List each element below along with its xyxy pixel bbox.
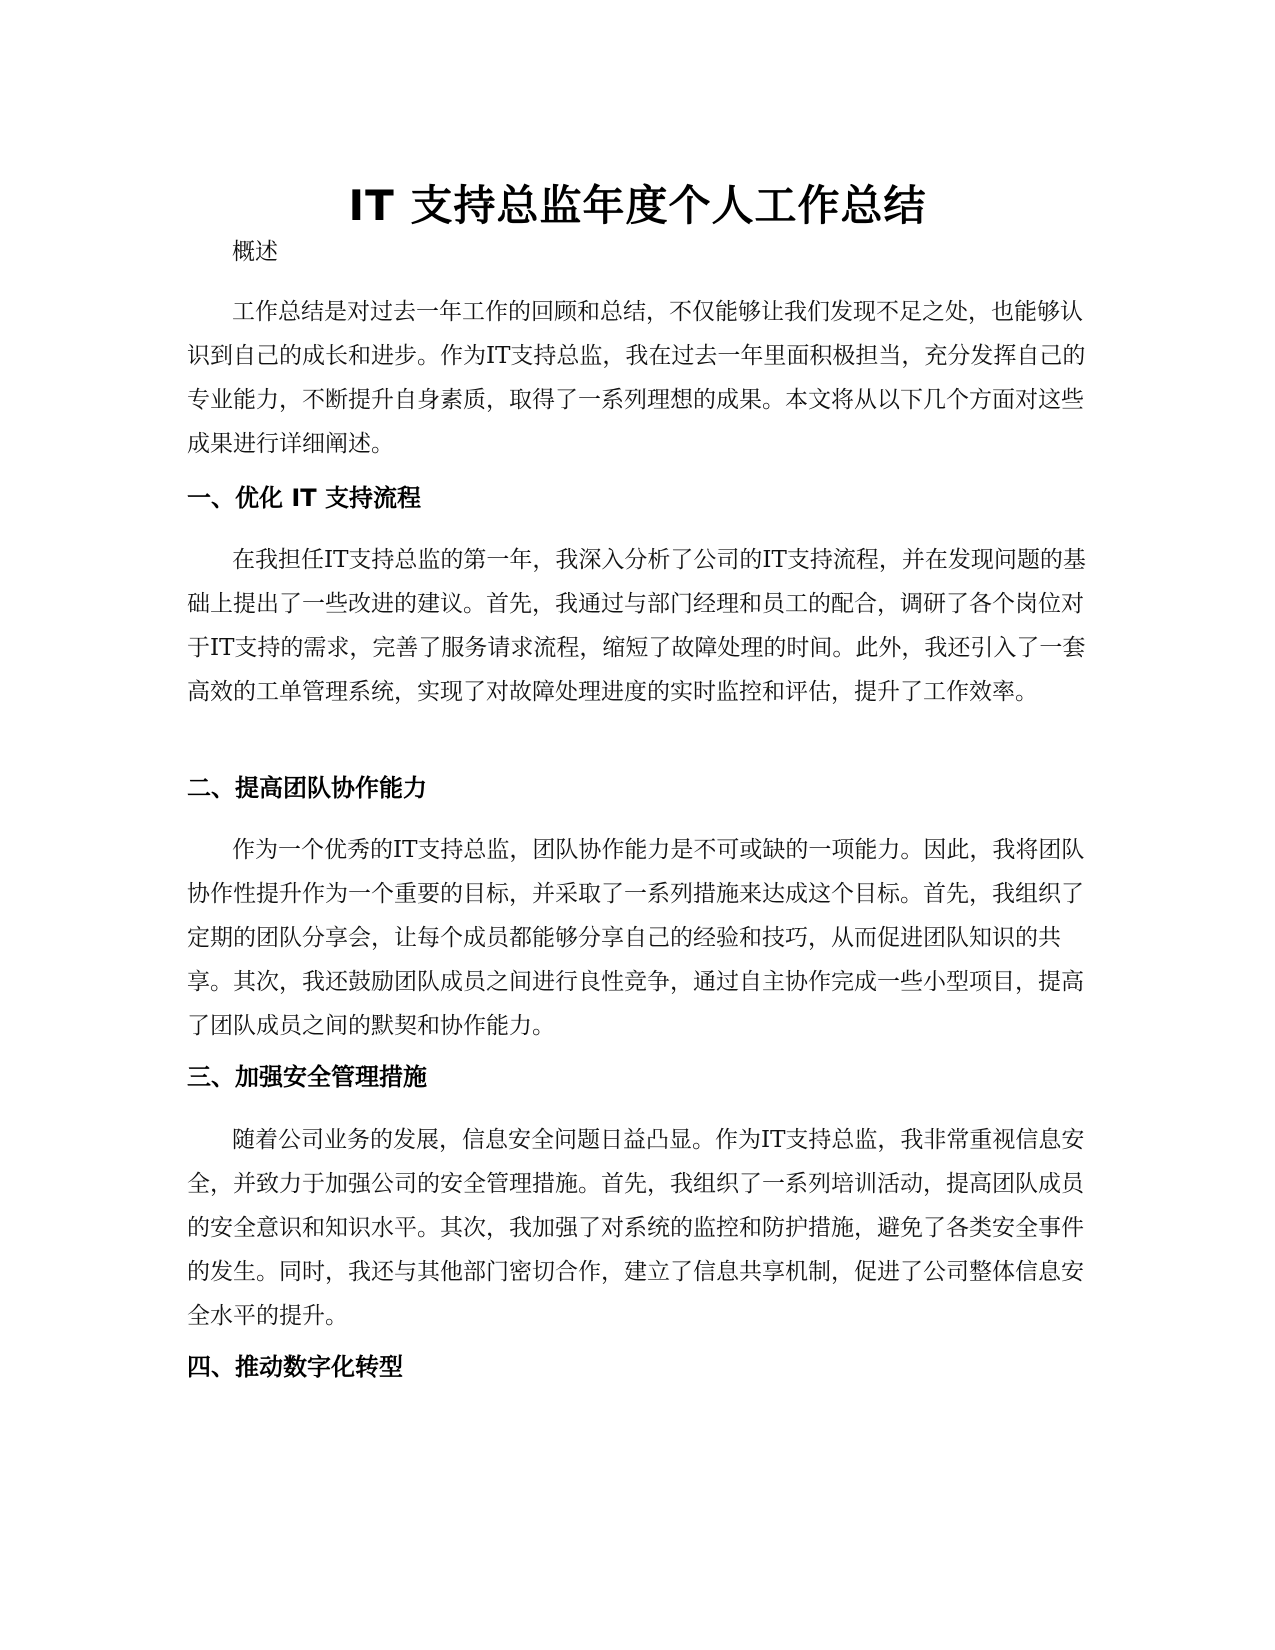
overview-label: 概述 [232,239,278,265]
section-3-paragraph: 随着公司业务的发展，信息安全问题日益凸显。作为IT支持总监，我非常重视信息安全，并致力于加强公司的安全管理措施。首先，我组织了一系列培训活动，提高团队成员的安全意识和知识水平。其次，我加强了对系统的监控和防护措施，避免了各类安全事件的发生。同时，我还与其他部门密切合作，建立了信息共享机制，促进了公司整体信息安全水平的提升。 [187,1127,1085,1329]
section-1-paragraph: 在我担任IT支持总监的第一年，我深入分析了公司的IT支持流程，并在发现问题的基础上提出了一些改进的建议。首先，我通过与部门经理和员工的配合，调研了各个岗位对于IT支持的需求，完善了服务请求流程，缩短了故障处理的时间。此外，我还引入了一套高效的工单管理系统，实现了对故障处理进度的实时监控和评估，提升了工作效率。 [187,547,1086,705]
section-3-heading: 三、加强安全管理措施 [187,1063,427,1091]
document-title: IT 支持总监年度个人工作总结 [348,181,927,231]
section-2-paragraph: 作为一个优秀的IT支持总监，团队协作能力是不可或缺的一项能力。因此，我将团队协作性提升作为一个重要的目标，并采取了一系列措施来达成这个目标。首先，我组织了定期的团队分享会，让每个成员都能够分享自己的经验和技巧，从而促进团队知识的共享。其次，我还鼓励团队成员之间进行良性竞争，通过自主协作完成一些小型项目，提高了团队成员之间的默契和协作能力。 [187,837,1085,1039]
section-2-heading: 二、提高团队协作能力 [187,774,427,802]
section-4-heading: 四、推动数字化转型 [187,1353,403,1381]
intro-paragraph: 工作总结是对过去一年工作的回顾和总结，不仅能够让我们发现不足之处，也能够认识到自己的成长和进步。作为IT支持总监，我在过去一年里面积极担当，充分发挥自己的专业能力，不断提升自身素质，取得了一系列理想的成果。本文将从以下几个方面对这些成果进行详细阐述。 [187,299,1086,457]
section-1-heading: 一、优化 IT 支持流程 [187,484,422,512]
